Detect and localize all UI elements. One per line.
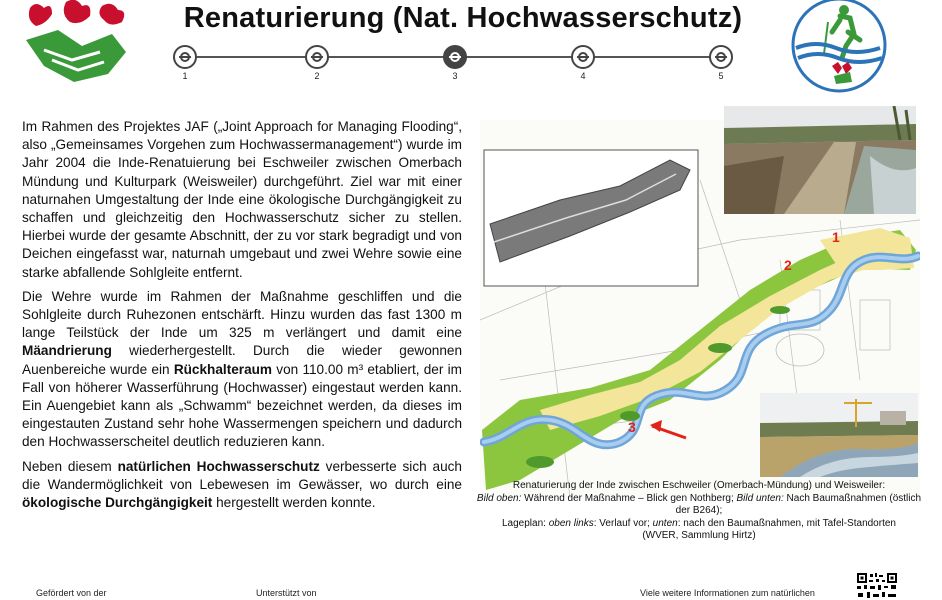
caption-text: Lageplan: <box>502 517 549 529</box>
footer-supported-by: Unterstützt von <box>256 588 317 598</box>
paragraph-1: Im Rahmen des Projektes JAF („Joint Approach for Managing Flooding“, also „Gemeinsames Vorgehen zum Hochwassermanagement“) wurde im Jahr 2004 die Inde-Renatuierung bei Eschweiler zwischen Omerbach Mündung und Kulturpark (Weisweiler) durchgeführt. Ziel war mit einer naturnahen Umgestaltung der Inde eine ökologische Durchgängigkeit zu schaffen und gleichzeitig den Hochwasserschutz sicher zu stellen. Hierbei wurde der gesamte Abschnitt, der zu vor stark begradigt und von Deichen eingefasst war, naturnah umgebaut und zwei Wehre sowie eine starke abfallende Sohlgleite entfernt. <box>22 119 462 280</box>
marker-2: 2 <box>784 257 792 273</box>
marker-3: 3 <box>628 419 636 435</box>
step-1[interactable] <box>170 45 200 81</box>
project-logo-hiker <box>780 0 898 94</box>
step-number: 5 <box>718 71 724 81</box>
step-icon <box>571 45 595 69</box>
marker-1: 1 <box>832 229 840 245</box>
partner-logo-hands <box>22 0 132 88</box>
caption-text: Nach Baumaßnahmen (östlich der B264); <box>675 492 922 517</box>
step-number: 2 <box>314 71 320 81</box>
text-run: hergestellt werden konnte. <box>212 495 376 511</box>
step-4[interactable] <box>568 45 598 81</box>
paragraph-2 <box>22 288 462 452</box>
caption-label: Bild unten: <box>736 492 784 504</box>
caption-text: : Verlauf vor; <box>593 517 653 529</box>
figure-caption <box>476 480 922 543</box>
caption-label: oben links <box>548 517 594 529</box>
photo-after-construction <box>760 393 918 477</box>
page-title: Renaturierung (Nat. Hochwasserschutz) <box>183 2 743 34</box>
step-number: 4 <box>580 71 586 81</box>
caption-label: Bild oben: <box>476 492 522 504</box>
keyword-hochwasserschutz: natürlichen Hochwasserschutz <box>117 458 320 474</box>
tour-stepper <box>170 42 740 82</box>
keyword-durchgaengigkeit: ökologische Durchgängigkeit <box>22 495 213 511</box>
text-run: von 110.00 m³ etabliert, der im Fall von höherer Wasserführung (Hochwasser) eingestaut werden kann. Ein Auengebiet kann als „Schwamm“ bezeichnet werden, da dieses im eingestauten Zustand sehr hohe Wassermengen speichern und dadurch den Hochwasserscheitel deutlich reduzieren kann. <box>22 361 462 450</box>
qr-code-icon[interactable] <box>856 572 898 600</box>
caption-line-2 <box>476 493 922 518</box>
step-icon <box>709 45 733 69</box>
caption-text: : nach den Baumaßnahmen, mit Tafel-Standorten <box>677 517 896 529</box>
step-3-current[interactable] <box>440 45 470 81</box>
step-icon <box>443 45 467 69</box>
paragraph-3 <box>22 458 462 513</box>
step-5[interactable] <box>706 45 736 81</box>
caption-text: Während der Maßnahme – Blick gen Nothberg; <box>521 492 737 504</box>
text-run: Die Wehre wurde im Rahmen der Maßnahme geschliffen und die Sohlgleite durch Ruhezonen entschärft. Hinzu wurden das fast 1300 m lange Teilstück der Inde um 325 m verlängert und damit eine <box>22 288 462 341</box>
body-text <box>22 118 462 518</box>
step-icon <box>305 45 329 69</box>
footer-funded-by: Gefördert von der <box>36 588 107 598</box>
caption-credit: (WVER, Sammlung Hirtz) <box>642 530 756 542</box>
step-number: 1 <box>182 71 188 81</box>
keyword-maeandrierung: Mäandrierung <box>22 343 112 359</box>
step-icon <box>173 45 197 69</box>
caption-line-1: Renaturierung der Inde zwischen Eschweiler (Omerbach-Mündung) und Weisweiler: <box>512 480 886 491</box>
text-run: verbesserte sich auch die Wandermöglichkeit von Lebewesen im Gewässer, wo durch eine <box>22 458 462 492</box>
text-run: Neben diesem <box>22 458 118 474</box>
step-2[interactable] <box>302 45 332 81</box>
photo-during-construction <box>724 106 916 214</box>
text-run: wiederhergestellt. Durch die wieder gewonnen Auenbereiche wurde ein <box>22 343 462 377</box>
keyword-rueckhalteraum: Rückhalteraum <box>173 361 273 377</box>
caption-line-3 <box>476 518 922 531</box>
footer-more-info: Viele weitere Informationen zum natürlichen <box>640 588 815 598</box>
caption-label: unten <box>652 517 678 529</box>
step-number: 3 <box>452 71 458 81</box>
